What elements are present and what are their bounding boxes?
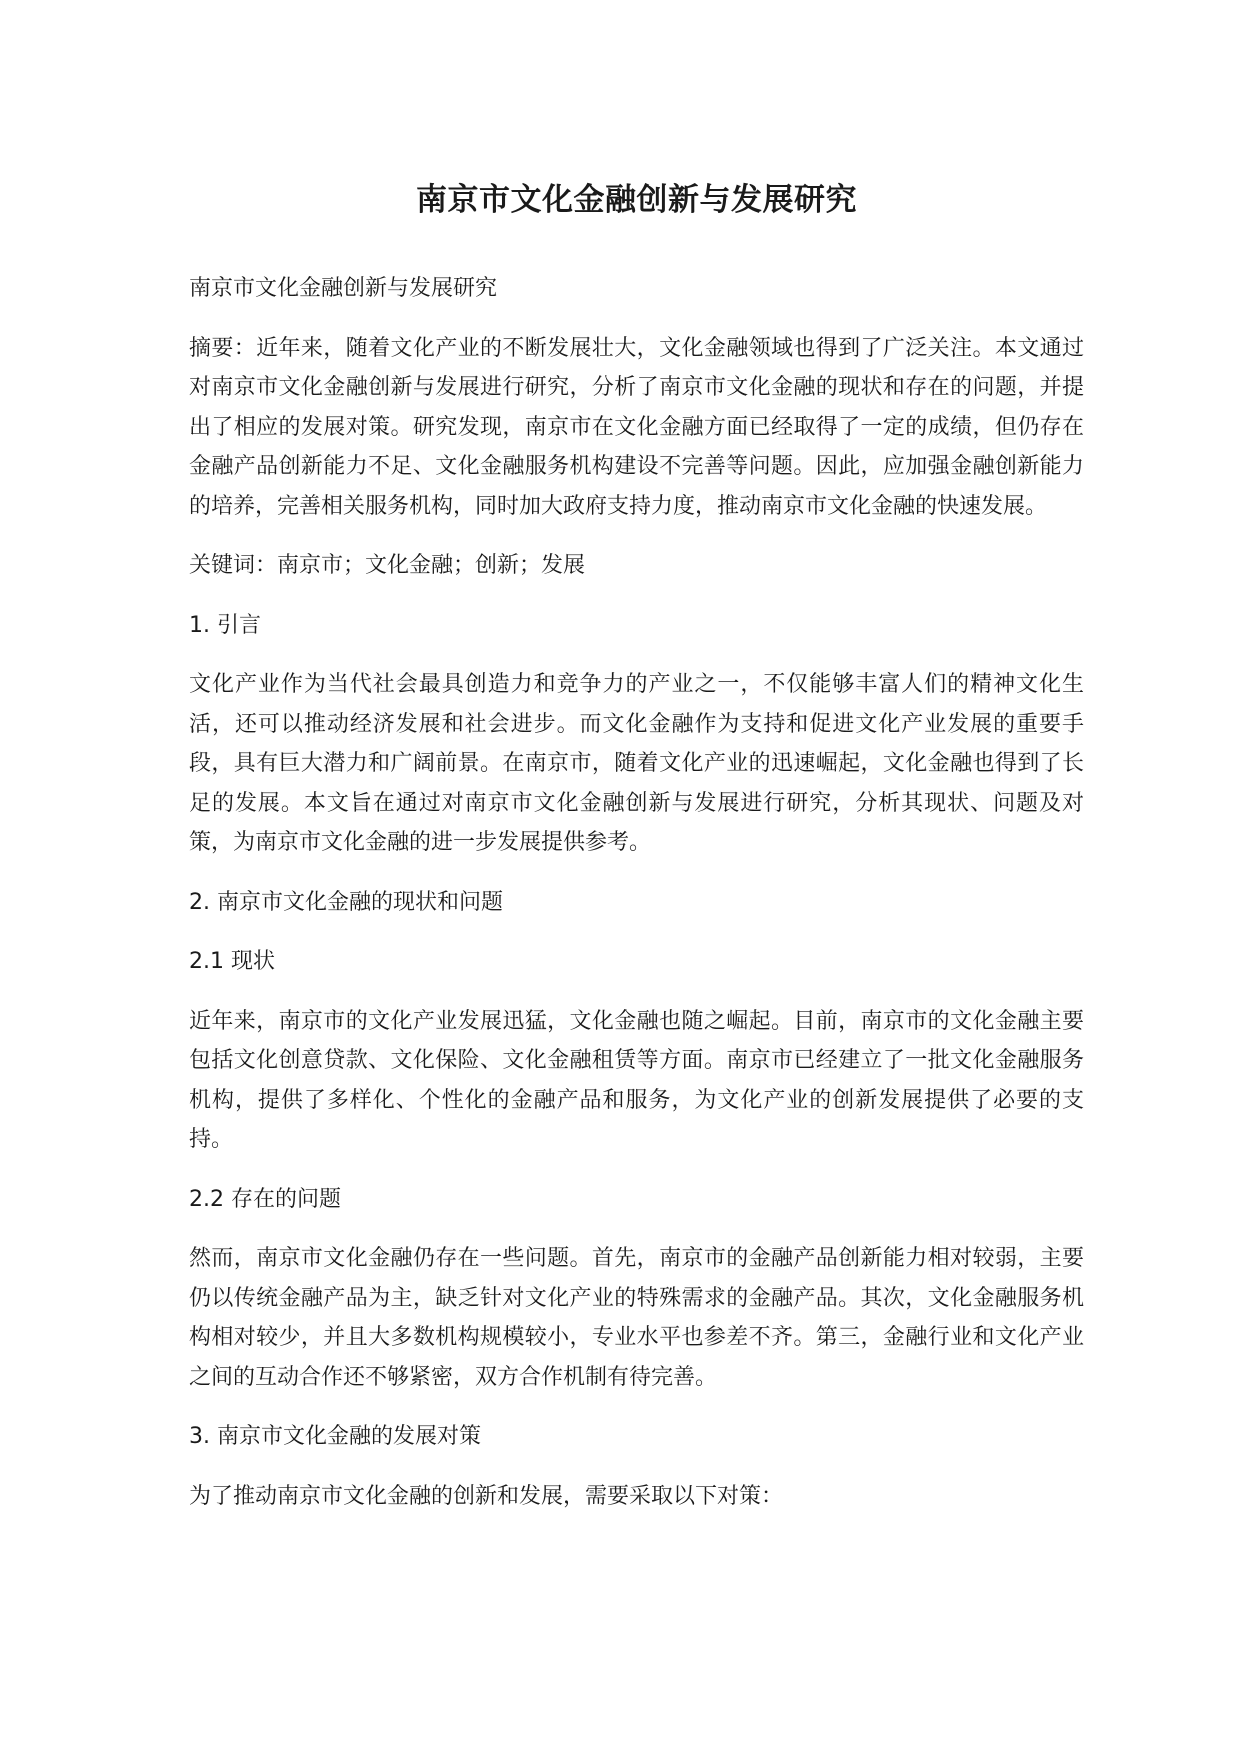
- section-heading-countermeasures: 3. 南京市文化金融的发展对策: [189, 1424, 481, 1449]
- abstract-paragraph: 摘要：近年来，随着文化产业的不断发展壮大，文化金融领域也得到了广泛关注。本文通过对南京市文化金融创新与发展进行研究，分析了南京市文化金融的现状和存在的问题，并提出了相应的发展对策。研究发现，南京市在文化金融方面已经取得了一定的成绩，但仍存在金融产品创新能力不足、文化金融服务机构建设不完善等问题。因此，应加强金融创新能力的培养，完善相关服务机构，同时加大政府支持力度，推动南京市文化金融的快速发展。: [189, 335, 1084, 519]
- section-heading-status: 2.1 现状: [189, 949, 275, 974]
- keywords-line: 关键词：南京市；文化金融；创新；发展: [189, 553, 586, 578]
- section-body-countermeasures: 为了推动南京市文化金融的创新和发展，需要采取以下对策：: [189, 1483, 784, 1509]
- document-subtitle: 南京市文化金融创新与发展研究: [189, 276, 498, 301]
- section-body-status: 近年来，南京市的文化产业发展迅猛，文化金融也随之崛起。目前，南京市的文化金融主要包括文化创意贷款、文化保险、文化金融租赁等方面。南京市已经建立了一批文化金融服务机构，提供了多样化、个性化的金融产品和服务，为文化产业的创新发展提供了必要的支持。: [189, 1008, 1084, 1152]
- section-body-problems: 然而，南京市文化金融仍存在一些问题。首先，南京市的金融产品创新能力相对较弱，主要仍以传统金融产品为主，缺乏针对文化产业的特殊需求的金融产品。其次，文化金融服务机构相对较少，并且大多数机构规模较小，专业水平也参差不齐。第三，金融行业和文化产业之间的互动合作还不够紧密，双方合作机制有待完善。: [189, 1246, 1084, 1390]
- section-body-introduction: 文化产业作为当代社会最具创造力和竞争力的产业之一，不仅能够丰富人们的精神文化生活，还可以推动经济发展和社会进步。而文化金融作为支持和促进文化产业发展的重要手段，具有巨大潜力和广阔前景。在南京市，随着文化产业的迅速崛起，文化金融也得到了长足的发展。本文旨在通过对南京市文化金融创新与发展进行研究，分析其现状、问题及对策，为南京市文化金融的进一步发展提供参考。: [189, 672, 1084, 855]
- section-heading-problems: 2.2 存在的问题: [189, 1186, 341, 1212]
- document-page: [189, 178, 1084, 1536]
- section-heading-introduction: 1. 引言: [189, 612, 261, 638]
- document-title: 南京市文化金融创新与发展研究: [416, 182, 857, 218]
- section-heading-status-and-problems: 2. 南京市文化金融的现状和问题: [189, 889, 503, 915]
